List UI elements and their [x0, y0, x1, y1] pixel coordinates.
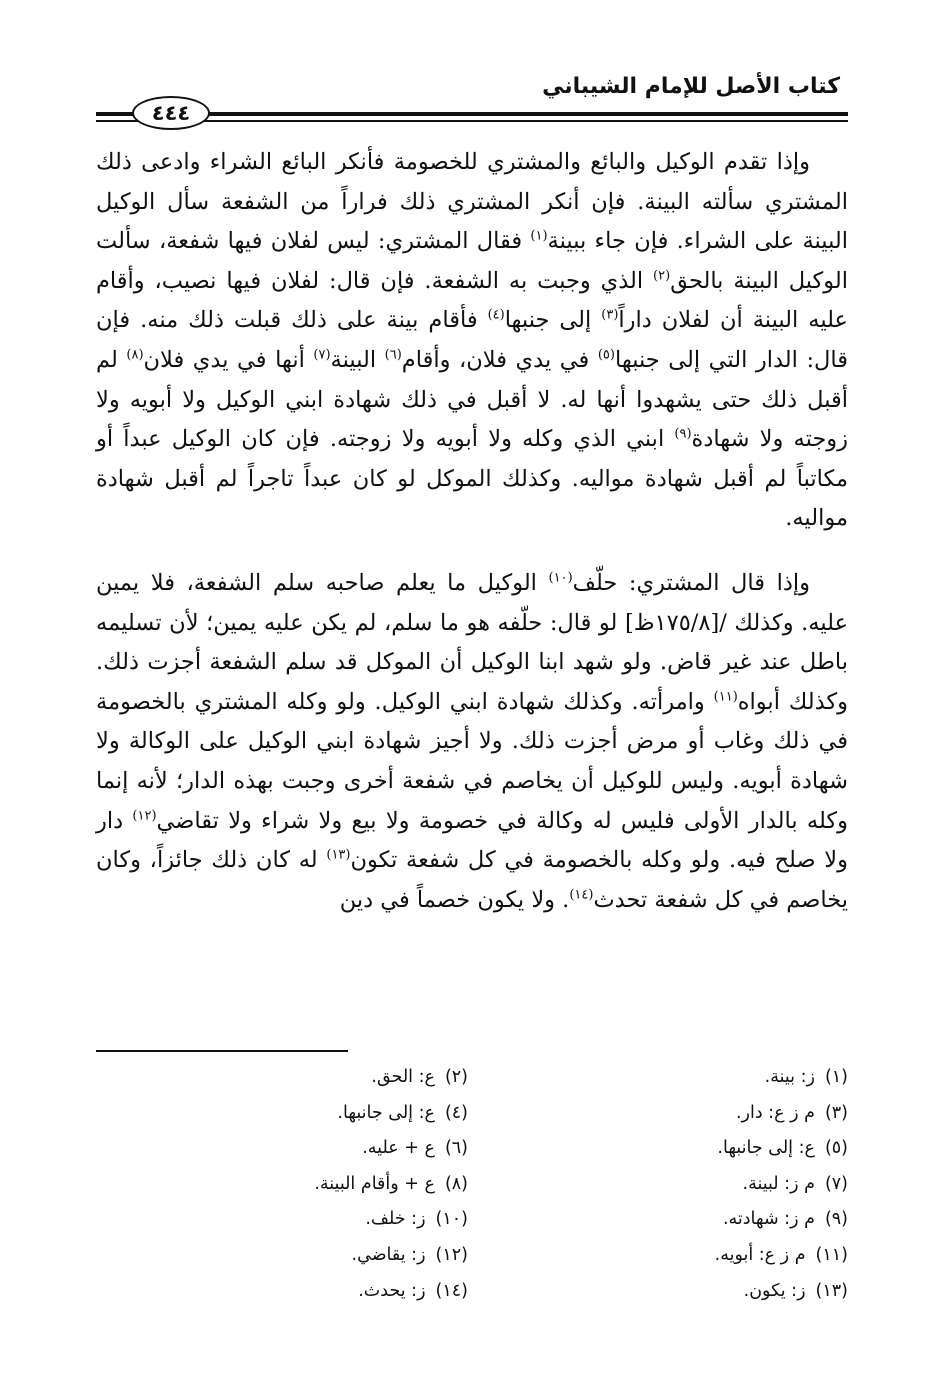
footnote-text: ز: خلف.: [365, 1209, 426, 1230]
text-run: له كان ذلك جائزاً، وكان يخاصم في كل شفعة تحدث: [96, 847, 848, 913]
footnote-number: (١٠): [435, 1209, 468, 1230]
text-run: البينة: [330, 346, 385, 373]
footnote-column-left: [92, 1060, 468, 1309]
footnote-text: ع: الحق.: [371, 1067, 435, 1087]
footnote-item: [472, 1060, 848, 1096]
footnote-number: (٢): [444, 1067, 468, 1087]
footnote-marker: (١٣): [326, 847, 351, 863]
footnote-number: (١٤): [435, 1280, 468, 1301]
footnote-number: (٩): [824, 1209, 848, 1230]
text-run: في يدي فلان، وأقام: [401, 346, 598, 373]
footnote-text: ع + عليه.: [362, 1138, 435, 1159]
footnote-item: [472, 1096, 848, 1132]
footnote-item: [92, 1202, 468, 1238]
paragraph: [96, 143, 848, 539]
text-run: فقال المشتري: ليس لفلان فيها شفعة، سألت الوكيل البينة بالحق: [96, 228, 848, 294]
footnote-number: (٥): [824, 1138, 848, 1159]
footnote-item: [472, 1131, 848, 1167]
footnote-marker: (٩): [674, 426, 692, 442]
footnote-number: (١٣): [815, 1280, 848, 1301]
footnote-item: [92, 1060, 468, 1096]
running-title: كتاب الأصل للإمام الشيباني: [542, 74, 840, 99]
text-run: لم أقبل ذلك حتى يشهدوا أنها له. لا أقبل في ذلك شهادة ابني الوكيل ولا أبويه ولا زوجته ولا شهادة: [96, 346, 848, 453]
footnote-marker: (٢): [653, 268, 671, 284]
footnote-marker: (١٤): [569, 887, 594, 903]
footnote-item: [472, 1202, 848, 1238]
footnote-item: [472, 1167, 848, 1203]
footnote-item: [92, 1238, 468, 1274]
text-run: دار ولا صلح فيه. ولو وكله بالخصومة في كل شفعة تكون: [96, 807, 848, 874]
footnote-text: ز: يحدث.: [358, 1280, 426, 1301]
text-run: وإذا قال المشتري: حلّف: [572, 569, 810, 596]
footnote-item: [92, 1167, 468, 1203]
footnote-number: (٣): [824, 1102, 848, 1123]
footnote-text: م ز: شهادته.: [722, 1209, 815, 1230]
footnote-marker: (٣): [601, 307, 619, 323]
footnote-separator: [96, 1050, 348, 1052]
footnote-marker: (٤): [487, 307, 505, 323]
footnote-marker: (٧): [313, 347, 331, 363]
footnote-number: (٨): [444, 1173, 468, 1194]
footnote-item: [472, 1274, 848, 1310]
footnote-marker: (١١): [713, 689, 738, 705]
footnote-text: م ز: لبينة.: [742, 1173, 815, 1194]
text-run: ابني الذي وكله ولا أبويه ولا زوجته. فإن كان الوكيل عبداً أو مكاتباً لم أقبل شهادة مواليه. وكذلك الموكل لو كان عبداً تاجراً لم أقبل شهادة مواليه.: [96, 426, 848, 532]
footnote-number: (٤): [444, 1102, 468, 1123]
text-run: أنها في يدي فلان: [143, 346, 314, 373]
footnote-marker: (٥): [597, 347, 615, 363]
footnote-item: [472, 1238, 848, 1274]
paragraph: [96, 564, 848, 920]
header-rule-thin: [96, 120, 848, 122]
page-number: ٤٤٤: [132, 96, 210, 130]
text-run: فأقام بينة على ذلك قبلت ذلك منه. فإن قال: الدار التي إلى جنبها: [96, 307, 849, 373]
text-run: إلى جنبها: [504, 307, 602, 334]
footnote-text: ع: إلى جانبها.: [717, 1138, 815, 1159]
main-text: [96, 143, 848, 920]
text-run: وإذا تقدم الوكيل والبائع والمشتري للخصومة فأنكر البائع الشراء وادعى ذلك المشتري سألته البينة. فإن أنكر المشتري ذلك فراراً من الشفعة سأل الوكيل البينة على الشراء. فإن جاء ببينة: [96, 149, 848, 255]
footnote-item: [92, 1131, 468, 1167]
footnote-marker: (١): [530, 228, 548, 244]
footnote-number: (١١): [815, 1244, 848, 1265]
text-run: الوكيل ما يعلم صاحبه سلم الشفعة، فلا يمين عليه. وكذلك /[١٧٥/٨ظ] لو قال: حلّفه هو ما سلم، لم يكن عليه يمين؛ لأن تسليمه باطل عند غير قاض. ولو شهد ابنا الوكيل أن الموكل قد سلم الشفعة أجزت ذلك. وكذلك أبواه: [96, 569, 848, 715]
footnote-marker: (١٠): [548, 570, 573, 586]
paragraph-gap: [96, 539, 848, 564]
footnote-text: م ز ع: أبويه.: [714, 1244, 806, 1265]
footnote-text: ز: بينة.: [764, 1067, 815, 1087]
footnote-text: ع + وأقام البينة.: [314, 1173, 435, 1194]
text-run: . ولا يكون خصماً في دين: [339, 886, 570, 913]
footnote-number: (٦): [444, 1138, 468, 1159]
footnote-number: (١): [824, 1067, 848, 1087]
footnote-marker: (٦): [384, 347, 402, 363]
footnote-marker: (٨): [126, 347, 144, 363]
footnote-text: ع: إلى جانبها.: [337, 1102, 435, 1123]
footnote-text: ز: يكون.: [743, 1280, 806, 1301]
page-header: [96, 60, 848, 130]
footnote-text: ز: يقاضي.: [351, 1244, 426, 1265]
footnote-text: م ز ع: دار.: [735, 1102, 815, 1123]
footnote-number: (٧): [824, 1173, 848, 1194]
footnote-item: [92, 1096, 468, 1132]
footnote-number: (١٢): [435, 1244, 468, 1265]
text-run: الذي وجبت به الشفعة. فإن قال: لفلان فيها نصيب، وأقام عليه البينة أن لفلان داراً: [96, 267, 848, 334]
footnote-marker: (١٢): [132, 808, 157, 823]
footnote-item: [92, 1274, 468, 1310]
footnote-column-right: [472, 1060, 848, 1309]
text-run: وامرأته. وكذلك شهادة ابني الوكيل. ولو وكله المشتري بالخصومة في ذلك وغاب أو مرض أجزت ذلك. ولا أجيز شهادة ابني الوكيل على الوكالة ولا شهادة أبويه. وليس للوكيل أن يخاصم في شفعة أخرى وجبت بهذه الدار؛ لأنه إنما وكله بالدار الأولى فليس له وكالة في خصومة ولا بيع ولا شراء ولا تقاضي: [96, 688, 848, 834]
